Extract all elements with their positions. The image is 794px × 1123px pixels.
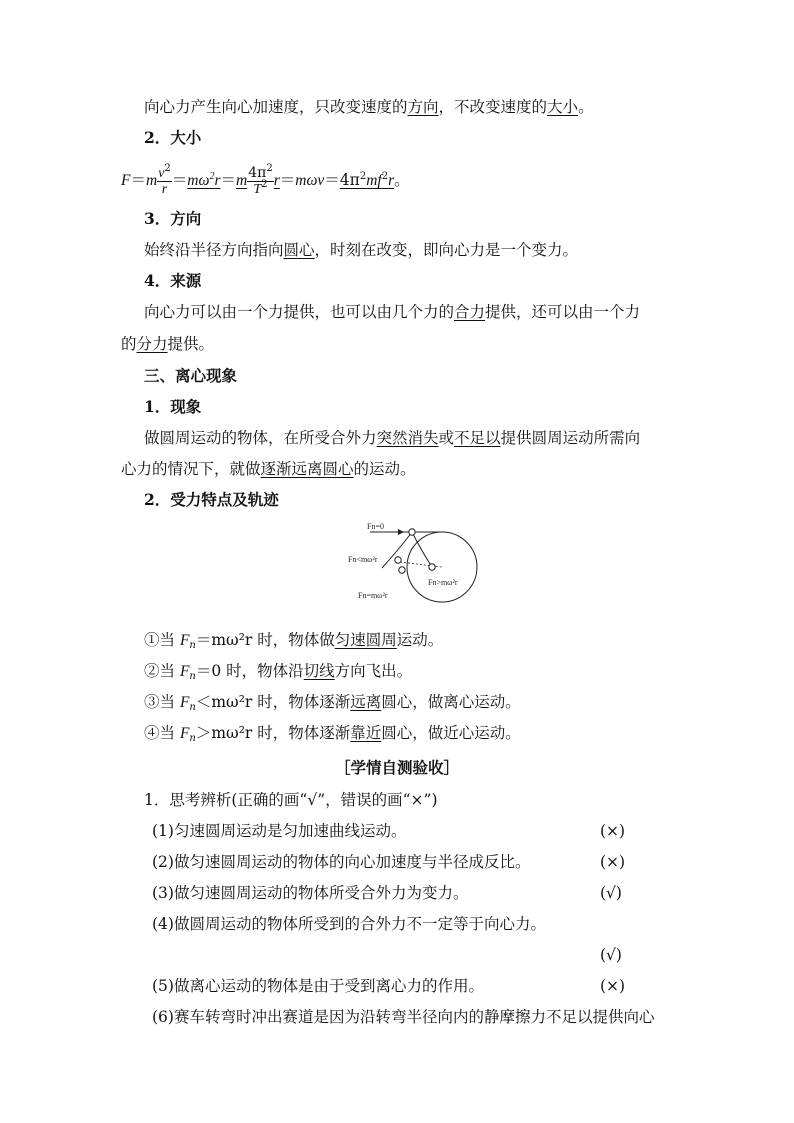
text-line: 向心力产生向心加速度，只改变速度的方向，不改变速度的大小。 [144, 98, 594, 116]
blank-answer: 匀速圆周 [334, 631, 397, 649]
blank-answer: 切线 [303, 662, 335, 680]
label-fn-greater: Fn>mω²r [428, 578, 458, 587]
particle-dot [409, 529, 415, 535]
section-heading: 4．来源 [144, 271, 202, 290]
fraction: $\frac{4\pi^2}{T^2}$ [248, 162, 273, 197]
text-line: 始终沿半径方向指向圆心，时刻在改变，即向心力是一个变力。 [144, 241, 579, 259]
fraction: $\frac{v^2}{r}$ [158, 162, 171, 197]
list-item: (5)做离心运动的物体是由于受到离心力的作用。 [152, 977, 484, 995]
text-line: 做圆周运动的物体，在所受合外力突然消失或不足以提供圆周运动所需向 [144, 429, 641, 447]
text-line: 向心力可以由一个力提供，也可以由几个力的合力提供，还可以由一个力 [144, 303, 641, 321]
section-heading: 3．方向 [144, 209, 202, 228]
blank-answer: 不足以 [454, 429, 501, 447]
formula: F＝m $\frac{v^2}{r}$ $=m\omega^2r=m$ $\frac{4\pi^2}{T^2}$ $r=m\omega v=4\pi^2mf^2r$。 [121, 162, 410, 197]
particle-dot [399, 567, 405, 573]
label-fn-equal: Fn=mω²r [358, 591, 388, 600]
blank-answer: $4\pi^2mf^2r$ [339, 171, 395, 189]
answer-mark: (√) [600, 946, 622, 964]
particle-dot [429, 564, 435, 570]
section-heading: 2．大小 [144, 128, 202, 147]
blank-answer: 逐渐远离圆心 [260, 460, 354, 478]
condition-line: ④当 $F_n>m\omega^2r$ 时，物体逐渐靠近圆心，做近心运动。 [144, 724, 521, 744]
arrow-icon [398, 529, 404, 535]
question-heading: 1．思考辨析(正确的画“√”，错误的画“×”) [144, 791, 438, 809]
label-fn-less: Fn<mω²r [348, 555, 378, 564]
blank-answer: 远离 [350, 693, 382, 711]
blank-answer: 大小 [547, 98, 579, 116]
list-item: (1)匀速圆周运动是匀加速曲线运动。 [152, 822, 407, 840]
blank-answer: $m\omega^2r$ [187, 171, 221, 189]
blank-answer: 方向 [407, 98, 439, 116]
centrifugal-diagram [340, 518, 490, 606]
answer-mark: (×) [600, 853, 626, 871]
answer-mark: (√) [600, 884, 622, 902]
blank-answer: 分力 [136, 335, 168, 353]
blank-answer: 圆心 [283, 241, 315, 259]
text-line: 的分力提供。 [121, 335, 215, 353]
label-fn0: Fn=0 [367, 522, 384, 531]
text-line: 心力的情况下，就做逐渐远离圆心的运动。 [121, 460, 416, 478]
section-title: ［学情自测验收］ [334, 758, 459, 777]
section-heading: 三、离心现象 [144, 366, 238, 385]
blank-answer: m $\frac{4\pi^2}{T^2}$ r [236, 162, 280, 197]
list-item: (4)做圆周运动的物体所受到的合外力不一定等于向心力。 [152, 915, 546, 933]
blank-answer: 靠近 [350, 724, 382, 742]
answer-mark: (×) [600, 977, 626, 995]
list-item: (2)做匀速圆周运动的物体的向心加速度与半径成反比。 [152, 853, 531, 871]
condition-line: ③当 $F_n<m\omega^2r$ 时，物体逐渐远离圆心，做离心运动。 [144, 693, 521, 713]
section-heading: 2．受力特点及轨迹 [144, 490, 279, 509]
section-heading: 1．现象 [144, 397, 202, 416]
list-item: (3)做匀速圆周运动的物体所受合外力为变力。 [152, 884, 469, 902]
condition-line: ①当 $F_n=m\omega^2r$ 时，物体做匀速圆周运动。 [144, 631, 444, 651]
radius-line [400, 562, 442, 567]
particle-dot [395, 557, 401, 563]
blank-answer: 突然消失 [376, 429, 439, 447]
list-item: (6)赛车转弯时冲出赛道是因为沿转弯半径向内的静摩擦力不足以提供向心 [152, 1008, 655, 1026]
blank-answer: 合力 [454, 303, 486, 321]
answer-mark: (×) [600, 822, 626, 840]
condition-line: ②当 $F_n=0$ 时，物体沿切线方向飞出。 [144, 662, 413, 682]
